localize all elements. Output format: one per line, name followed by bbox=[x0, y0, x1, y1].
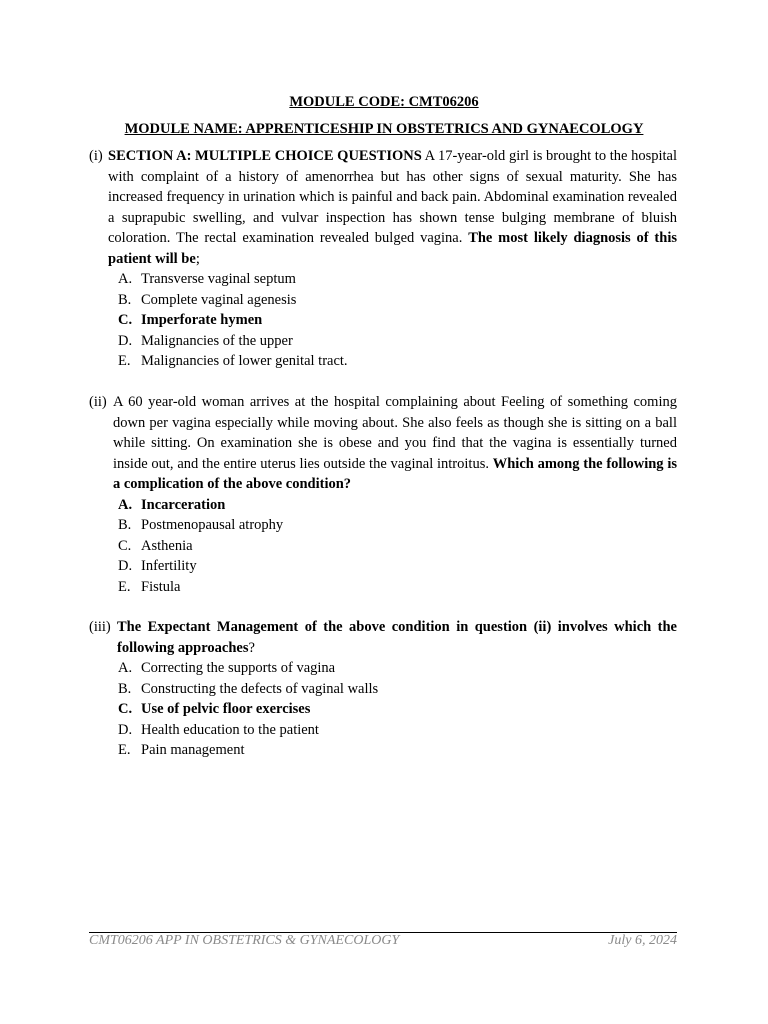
option-e[interactable] bbox=[89, 577, 677, 598]
question-text bbox=[113, 392, 677, 495]
option-letter: E. bbox=[118, 742, 131, 758]
option-text: Malignancies of the upper bbox=[141, 332, 293, 349]
footer-module-label: CMT06206 APP IN OBSTETRICS & GYNAECOLOGY bbox=[89, 933, 400, 948]
option-c[interactable] bbox=[89, 536, 677, 557]
prompt-punctuation: ; bbox=[195, 250, 200, 267]
option-text: Asthenia bbox=[141, 537, 193, 554]
options-list bbox=[89, 658, 677, 761]
option-c[interactable] bbox=[89, 699, 677, 720]
option-text: Complete vaginal agenesis bbox=[141, 291, 297, 308]
option-letter: B. bbox=[118, 291, 132, 308]
option-text: Pain management bbox=[141, 742, 245, 758]
footer-date: July 6, 2024 bbox=[608, 933, 677, 948]
option-d[interactable] bbox=[89, 556, 677, 577]
option-a[interactable] bbox=[89, 658, 677, 679]
option-d[interactable] bbox=[89, 720, 677, 741]
option-b[interactable] bbox=[89, 515, 677, 536]
question-text bbox=[117, 617, 677, 658]
option-text: Correcting the supports of vagina bbox=[141, 660, 336, 676]
option-text: Use of pelvic floor exercises bbox=[141, 701, 311, 717]
question-2 bbox=[89, 392, 677, 597]
option-d[interactable] bbox=[89, 331, 677, 352]
option-text: Constructing the defects of vaginal walls bbox=[141, 680, 379, 697]
section-label: SECTION A: MULTIPLE CHOICE QUESTIONS bbox=[108, 148, 422, 164]
option-letter: D. bbox=[118, 558, 133, 574]
option-letter: D. bbox=[118, 332, 133, 349]
question-text bbox=[108, 146, 677, 269]
option-letter: E. bbox=[118, 353, 131, 369]
option-e[interactable] bbox=[89, 351, 677, 372]
option-letter: A. bbox=[118, 271, 133, 287]
option-e[interactable] bbox=[89, 740, 677, 761]
option-c[interactable] bbox=[89, 310, 677, 331]
option-letter: C. bbox=[118, 537, 132, 554]
question-number: (i) bbox=[89, 148, 103, 164]
option-letter: C. bbox=[118, 701, 133, 717]
question-1 bbox=[89, 146, 677, 372]
module-code-heading: MODULE CODE: CMT06206 bbox=[289, 94, 479, 110]
option-text: Transverse vaginal septum bbox=[141, 271, 296, 287]
option-b[interactable] bbox=[89, 290, 677, 311]
question-stem: A 60 year-old woman arrives at the hospital complaining about Feeling of something coming down per vagina especially while moving about. She also feels as though she is sitting on a ball while sitting. On examination she is obese and you find that the vagina is essentially turned inside out, and the entire uterus lies outside the vaginal introitus. bbox=[113, 394, 677, 472]
options-list bbox=[89, 269, 677, 372]
question-prompt: The most likely diagnosis of this patient will be bbox=[108, 230, 677, 267]
option-a[interactable] bbox=[89, 269, 677, 290]
question-prompt: The Expectant Management of the above condition in question (ii) involves which the following approaches bbox=[117, 619, 677, 656]
option-letter: B. bbox=[118, 680, 132, 697]
options-list bbox=[89, 495, 677, 598]
module-name-heading: MODULE NAME: APPRENTICESHIP IN OBSTETRICS AND GYNAECOLOGY bbox=[124, 121, 644, 137]
prompt-punctuation: ? bbox=[248, 639, 255, 656]
option-letter: A. bbox=[118, 660, 133, 676]
option-text: Infertility bbox=[141, 558, 197, 574]
question-number: (iii) bbox=[89, 619, 111, 635]
question-number: (ii) bbox=[89, 394, 107, 410]
option-text: Malignancies of lower genital tract. bbox=[141, 353, 348, 369]
question-3 bbox=[89, 617, 677, 761]
option-text: Imperforate hymen bbox=[141, 312, 263, 328]
page-footer bbox=[89, 932, 677, 950]
option-letter: C. bbox=[118, 312, 133, 328]
option-text: Postmenopausal atrophy bbox=[141, 517, 284, 533]
question-stem: A 17-year-old girl is brought to the hospital with complaint of a history of amenorrhea but has other signs of sexual maturity. She has increased frequency in urination which is painful and back pain. Abdominal examination revealed a suprapubic swelling, and vulvar inspection has shown tense bulging membrane of bluish coloration. The rectal examination revealed bulged vagina. bbox=[108, 148, 677, 246]
option-letter: B. bbox=[118, 517, 132, 533]
option-b[interactable] bbox=[89, 679, 677, 700]
option-letter: E. bbox=[118, 578, 131, 595]
option-a[interactable] bbox=[89, 495, 677, 516]
option-letter: A. bbox=[118, 496, 133, 513]
question-prompt: Which among the following is a complication of the above condition? bbox=[113, 455, 677, 492]
option-text: Incarceration bbox=[141, 496, 226, 513]
option-text: Fistula bbox=[141, 578, 181, 595]
option-text: Health education to the patient bbox=[141, 721, 319, 738]
option-letter: D. bbox=[118, 721, 133, 738]
